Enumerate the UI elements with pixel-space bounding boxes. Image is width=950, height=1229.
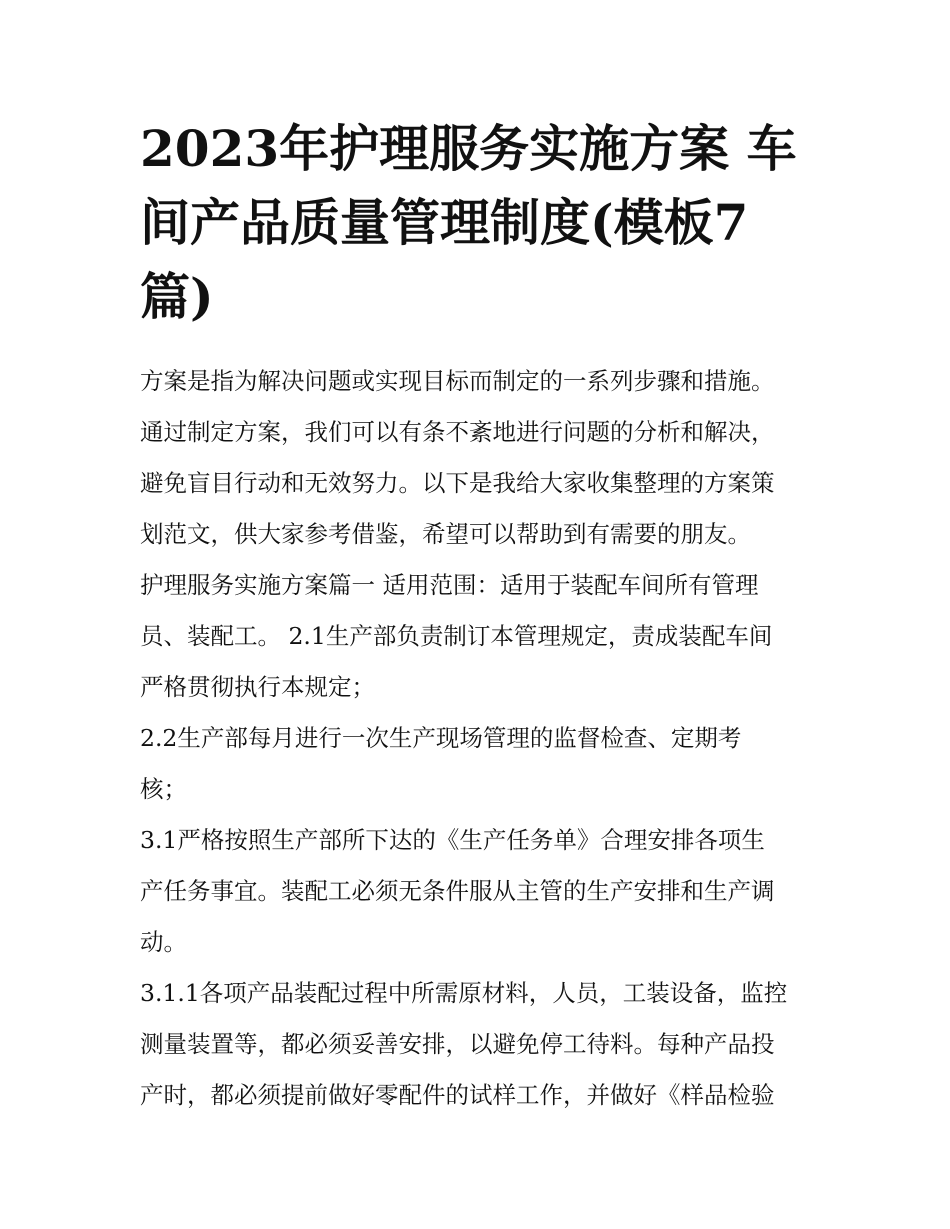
document-title	[140, 112, 820, 334]
text-line: 测量装置等，都必须妥善安排，以避免停工待料。每种产品投	[140, 1030, 775, 1058]
text-line: 员、装配工。 2.1生产部负责制订本管理规定，责成装配车间	[140, 622, 773, 650]
title-line: 间产品质量管理制度(模板7	[140, 193, 749, 252]
clause-paragraph	[140, 968, 820, 1121]
text-line: 动。	[140, 928, 187, 956]
text-line: 严格贯彻执行本规定；	[140, 673, 375, 701]
text-line: 通过制定方案，我们可以有条不紊地进行问题的分析和解决，	[140, 418, 775, 446]
text-line: 2.2生产部每月进行一次生产现场管理的监督检查、定期考	[140, 724, 742, 752]
text-line: 产任务事宜。装配工必须无条件服从主管的生产安排和生产调	[140, 877, 775, 905]
text-line: 避免盲目行动和无效努力。以下是我给大家收集整理的方案策	[140, 469, 775, 497]
text-line: 方案是指为解决问题或实现目标而制定的一系列步骤和措施。	[140, 367, 775, 395]
intro-paragraph	[140, 356, 820, 560]
section-paragraph	[140, 560, 820, 713]
text-line: 划范文，供大家参考借鉴，希望可以帮助到有需要的朋友。	[140, 520, 751, 548]
title-line: 篇)	[140, 267, 214, 326]
clause-paragraph	[140, 713, 820, 815]
text-line: 核；	[140, 775, 187, 803]
title-line: 2023年护理服务实施方案 车	[140, 119, 797, 178]
text-line: 3.1.1各项产品装配过程中所需原材料，人员，工装设备，监控	[140, 979, 788, 1007]
text-line: 3.1严格按照生产部所下达的《生产任务单》合理安排各项生	[140, 826, 765, 854]
text-line: 产时，都必须提前做好零配件的试样工作，并做好《样品检验	[140, 1081, 775, 1109]
text-line: 护理服务实施方案篇一 适用范围：适用于装配车间所有管理	[140, 571, 759, 599]
clause-paragraph	[140, 815, 820, 968]
document-page	[140, 112, 820, 1121]
